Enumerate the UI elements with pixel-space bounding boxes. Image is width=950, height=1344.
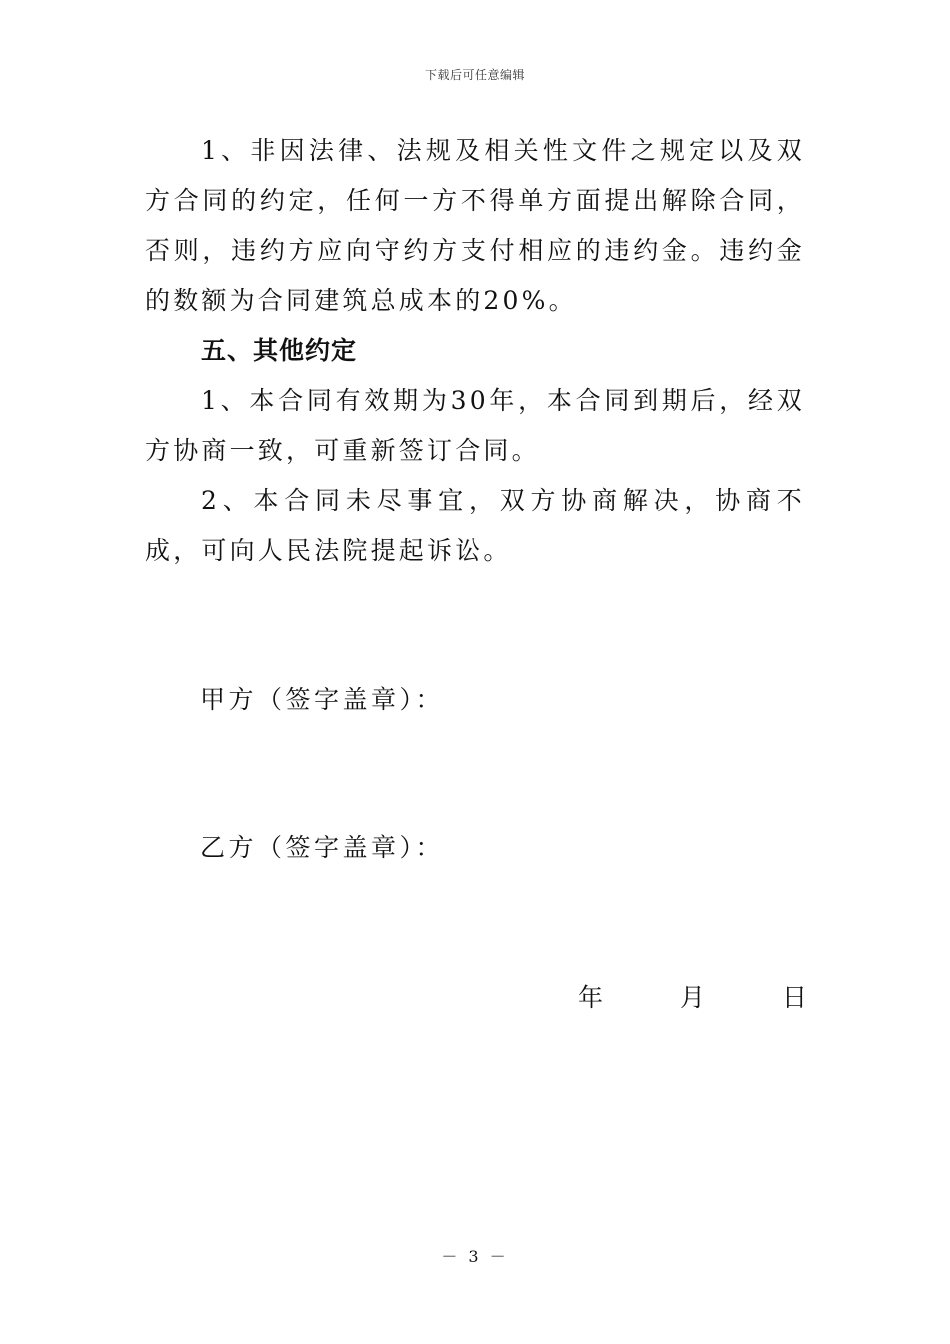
party-a-signature-label: 甲方（签字盖章）：	[200, 685, 445, 714]
date-year-label: 年	[578, 983, 604, 1012]
date-day-label: 日	[782, 983, 808, 1012]
party-b-signature-label: 乙方（签字盖章）：	[200, 833, 445, 862]
page-number: － 3 －	[441, 1247, 509, 1266]
date-month-label: 月	[680, 983, 706, 1012]
dispute-clause: 2、本合同未尽事宜，双方协商解决，协商不成，可向人民法院提起诉讼。	[145, 486, 805, 565]
header-note: 下载后可任意编辑	[424, 68, 525, 82]
contract-body	[145, 126, 805, 576]
breach-clause: 1、非因法律、法规及相关性文件之规定以及双方合同的约定，任何一方不得单方面提出解除合同，否则，违约方应向守约方支付相应的违约金。违约金的数额为合同建筑总成本的20%。	[145, 136, 805, 315]
term-clause: 1、本合同有效期为30年，本合同到期后，经双方协商一致，可重新签订合同。	[145, 386, 805, 465]
section-heading-other-terms: 五、其他约定	[201, 336, 358, 365]
